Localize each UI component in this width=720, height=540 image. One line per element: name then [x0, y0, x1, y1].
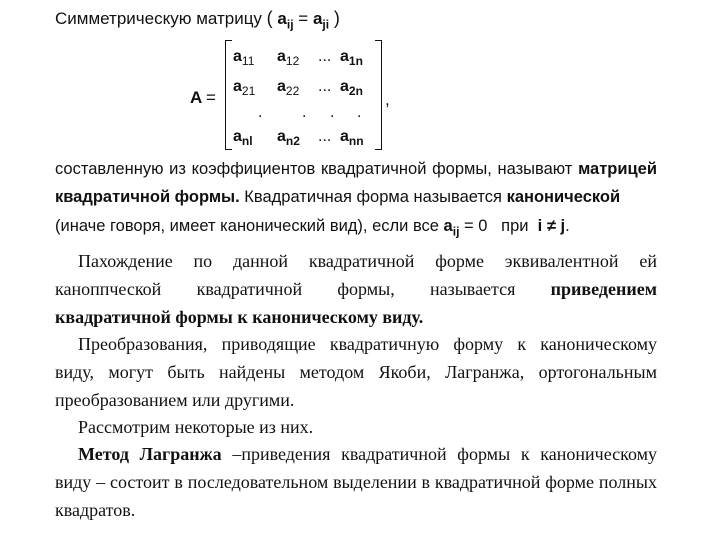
matrix-equals: = [206, 88, 216, 107]
matrix-entry: $a_{11}$ [233, 48, 255, 68]
term-matrix: матрицей [578, 160, 657, 178]
matrix-vdots: . [302, 104, 307, 121]
p1-line-1 [55, 160, 657, 179]
p3-line-3: преобразованием или другими. [55, 390, 295, 410]
p1-text: составленную из коэффициентов квадратичной формы, называют [55, 160, 579, 178]
matrix-label: A [190, 88, 203, 107]
matrix-right-bracket [375, 40, 382, 150]
matrix-left-bracket [225, 40, 232, 150]
p3-line-1: Преобразования, приводящие квадратичную форму к каноническому [78, 334, 657, 354]
p2-word: формы, [337, 279, 395, 299]
p1-text-3: (иначе говоря, имеет канонический вид), если все [55, 217, 444, 235]
matrix-entry: $a_{12}$ [277, 48, 300, 68]
formula-end: . [565, 217, 570, 235]
header-lhs: a [277, 9, 287, 28]
matrix-entry: $a_{nl}$ [233, 128, 253, 148]
p2-line-2 [55, 279, 657, 300]
p5-line-2: виду – состоит в последовательном выделении в квадратичной форме полных [55, 472, 657, 492]
term-lagrange-method: Метод Лагранжа [78, 444, 222, 464]
matrix-vdots: . [330, 104, 335, 121]
p1-text-2: Квадратичная форма называется [239, 188, 507, 206]
header-text: Симметрическую матрицу [55, 9, 262, 28]
matrix-ellipsis: ... [318, 48, 332, 65]
definition-header [55, 8, 340, 31]
p5-text: –приведения квадратичной формы к каноническому [221, 444, 658, 464]
matrix-entry: $a_{2n}$ [340, 78, 363, 98]
paren-close: ) [333, 8, 340, 28]
formula-eq: = 0 [464, 217, 488, 235]
p2-word: называется [429, 279, 516, 299]
p1-line-2 [55, 188, 657, 207]
term-quadratic-form: квадратичной формы. [55, 188, 240, 206]
p5-line-1 [78, 444, 657, 465]
paren-open: ( [266, 8, 273, 28]
formula-sub: ij [452, 224, 460, 239]
term-canonical: канонической [506, 188, 621, 206]
header-rhs: a [312, 9, 323, 28]
formula-cond: i ≠ j [537, 217, 566, 235]
p3-line-2: виду, могут быть найдены методом Якоби, Лагранжа, ортогональным [55, 362, 657, 382]
p2-word: квадратичной [196, 279, 303, 299]
p2-line-1: Пахождение по данной квадратичной форме эквивалентной ей [78, 251, 657, 271]
term-reduction: приведением [550, 279, 657, 299]
p4-line-1: Рассмотрим некоторые из них. [78, 417, 314, 437]
matrix-ellipsis: ... [318, 128, 332, 145]
header-lhs-sub: ij [286, 17, 294, 32]
matrix-comma: , [385, 90, 390, 109]
matrix-entry: $a_{1n}$ [340, 48, 363, 68]
p5-line-3: квадратов. [55, 500, 136, 520]
formula-when: при [501, 217, 529, 235]
p2-line-3: квадратичной формы к каноническому виду. [55, 307, 424, 327]
header-eq: = [298, 9, 309, 28]
p2-word: каноппческой [55, 279, 162, 299]
formula-a: a [443, 217, 453, 235]
matrix-entry: $a_{n2}$ [277, 128, 300, 148]
matrix-entry: $a_{22}$ [277, 78, 300, 98]
matrix-ellipsis: ... [318, 78, 332, 95]
header-rhs-sub: ji [322, 17, 330, 32]
matrix-vdots: . [258, 104, 263, 121]
matrix-vdots: . [357, 104, 362, 121]
p1-line-3 [55, 217, 657, 238]
matrix-entry: $a_{nn}$ [340, 128, 364, 148]
matrix-entry: $a_{21}$ [233, 78, 256, 98]
